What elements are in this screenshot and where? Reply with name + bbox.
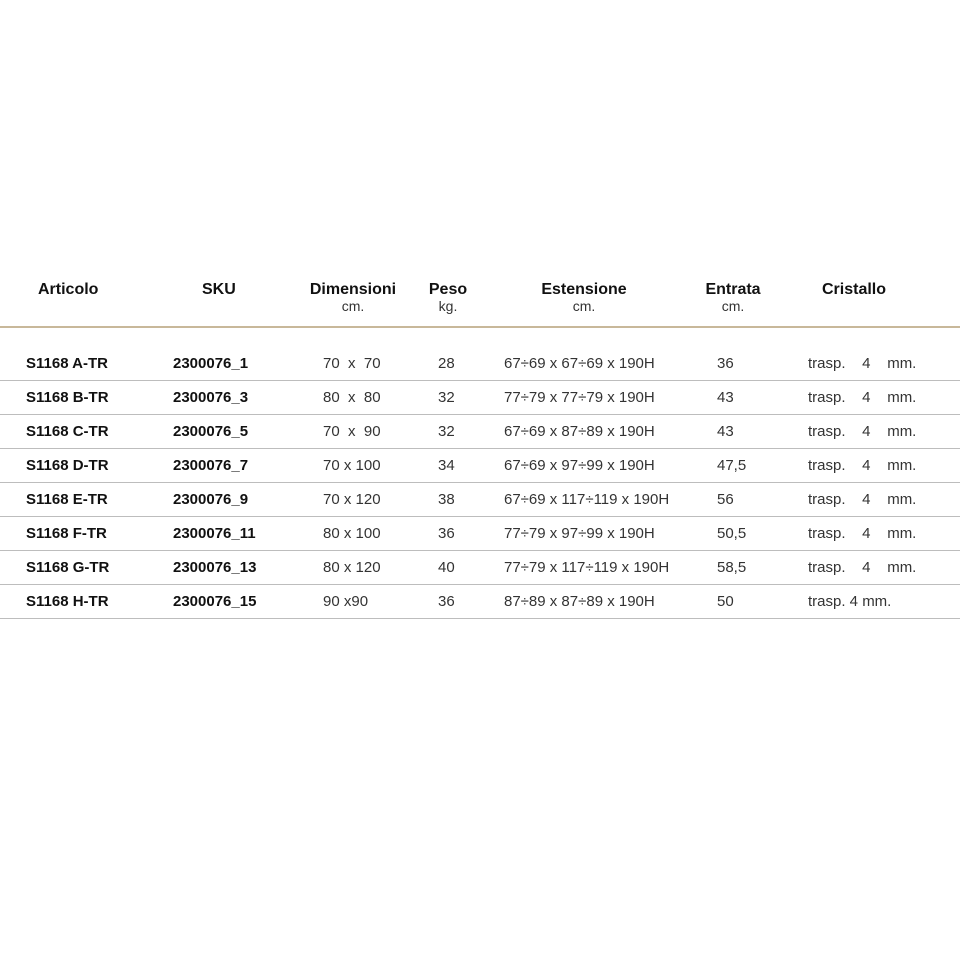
cell-cristallo: trasp. 4 mm. xyxy=(808,423,917,440)
cell-dimensioni: 90 x90 xyxy=(323,593,369,610)
cell-entrata: 50,5 xyxy=(717,525,747,542)
table-row xyxy=(0,517,960,551)
cell-peso: 32 xyxy=(438,423,455,440)
cell-cristallo: trasp. 4 mm. xyxy=(808,355,917,372)
cell-cristallo: trasp. 4 mm. xyxy=(808,491,917,508)
cell-peso: 32 xyxy=(438,389,455,406)
table-row xyxy=(0,415,960,449)
cell-dimensioni: 70 x 90 xyxy=(323,423,381,440)
cell-sku: 2300076_13 xyxy=(173,559,257,576)
cell-articolo: S1168 B-TR xyxy=(26,389,109,406)
cell-peso: 28 xyxy=(438,355,455,372)
header-sku: SKU xyxy=(202,281,236,298)
cell-estensione: 67÷69 x 67÷69 x 190H xyxy=(504,355,655,372)
cell-estensione: 67÷69 x 87÷89 x 190H xyxy=(504,423,655,440)
cell-articolo: S1168 A-TR xyxy=(26,355,108,372)
header-estensione-unit: cm. xyxy=(572,298,596,314)
cell-articolo: S1168 F-TR xyxy=(26,525,107,542)
cell-cristallo: trasp. 4 mm. xyxy=(808,559,917,576)
cell-articolo: S1168 E-TR xyxy=(26,491,108,508)
cell-entrata: 36 xyxy=(717,355,734,372)
cell-articolo: S1168 G-TR xyxy=(26,559,110,576)
header-cristallo: Cristallo xyxy=(822,281,887,298)
cell-entrata: 43 xyxy=(717,423,734,440)
cell-sku: 2300076_11 xyxy=(173,525,256,542)
cell-entrata: 58,5 xyxy=(717,559,747,576)
cell-cristallo: trasp. 4 mm. xyxy=(808,389,917,406)
cell-sku: 2300076_1 xyxy=(173,355,249,372)
cell-sku: 2300076_3 xyxy=(173,389,249,406)
cell-articolo: S1168 H-TR xyxy=(26,593,109,610)
table-row xyxy=(0,585,960,619)
cell-articolo: S1168 D-TR xyxy=(26,457,109,474)
cell-peso: 38 xyxy=(438,491,455,508)
table-row xyxy=(0,551,960,585)
table-body xyxy=(0,347,960,619)
cell-peso: 36 xyxy=(438,525,455,542)
cell-dimensioni: 80 x 120 xyxy=(323,559,381,576)
cell-entrata: 43 xyxy=(717,389,734,406)
spec-table xyxy=(0,270,960,619)
header-estensione: Estensione cm. xyxy=(524,282,644,314)
cell-dimensioni: 80 x 80 xyxy=(323,389,381,406)
cell-entrata: 56 xyxy=(717,491,734,508)
cell-dimensioni: 80 x 100 xyxy=(323,525,381,542)
cell-estensione: 77÷79 x 117÷119 x 190H xyxy=(504,559,670,576)
header-dimensioni: Dimensioni cm. xyxy=(303,282,403,314)
cell-sku: 2300076_15 xyxy=(173,593,257,610)
header-dimensioni-unit: cm. xyxy=(341,298,365,314)
cell-dimensioni: 70 x 100 xyxy=(323,457,381,474)
cell-estensione: 87÷89 x 87÷89 x 190H xyxy=(504,593,655,610)
table-row xyxy=(0,347,960,381)
cell-sku: 2300076_5 xyxy=(173,423,249,440)
cell-peso: 34 xyxy=(438,457,455,474)
cell-entrata: 47,5 xyxy=(717,457,747,474)
cell-estensione: 67÷69 x 97÷99 x 190H xyxy=(504,457,655,474)
table-row xyxy=(0,449,960,483)
cell-sku: 2300076_9 xyxy=(173,491,249,508)
header-divider xyxy=(0,326,960,328)
table-row xyxy=(0,381,960,415)
cell-cristallo: trasp. 4 mm. xyxy=(808,593,892,610)
cell-estensione: 67÷69 x 117÷119 x 190H xyxy=(504,491,670,508)
header-peso: Peso kg. xyxy=(418,282,478,314)
table-header xyxy=(0,270,960,327)
cell-sku: 2300076_7 xyxy=(173,457,249,474)
header-peso-unit: kg. xyxy=(438,298,458,314)
cell-entrata: 50 xyxy=(717,593,734,610)
cell-peso: 36 xyxy=(438,593,455,610)
cell-estensione: 77÷79 x 97÷99 x 190H xyxy=(504,525,655,542)
header-entrata-unit: cm. xyxy=(721,298,745,314)
cell-cristallo: trasp. 4 mm. xyxy=(808,457,917,474)
cell-articolo: S1168 C-TR xyxy=(26,423,109,440)
cell-dimensioni: 70 x 70 xyxy=(323,355,381,372)
cell-estensione: 77÷79 x 77÷79 x 190H xyxy=(504,389,655,406)
cell-dimensioni: 70 x 120 xyxy=(323,491,381,508)
cell-cristallo: trasp. 4 mm. xyxy=(808,525,917,542)
header-articolo: Articolo xyxy=(38,281,99,298)
header-entrata: Entrata cm. xyxy=(693,282,773,314)
cell-peso: 40 xyxy=(438,559,455,576)
table-row xyxy=(0,483,960,517)
